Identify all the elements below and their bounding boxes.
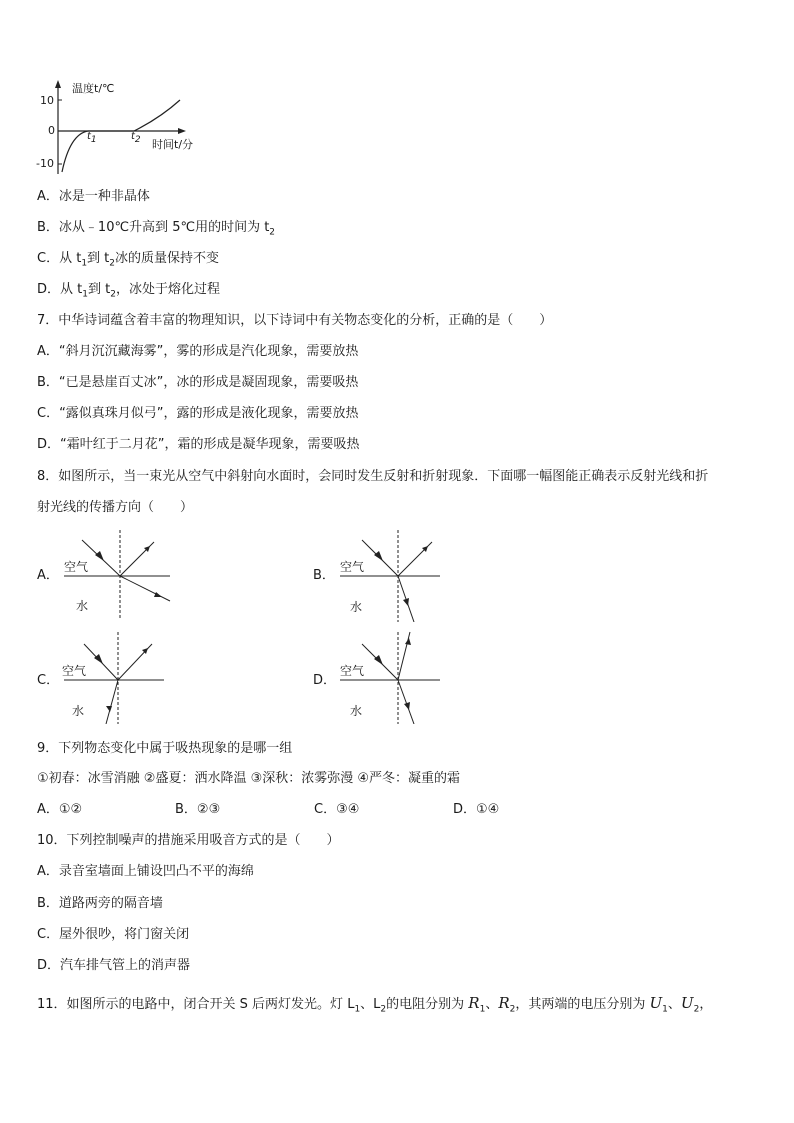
q8-option-d-label: D． [313,673,337,688]
q7-option-a: A．“斜月沉沉藏海雾”，雾的形成是汽化现象，需要放热 [37,344,359,359]
q9-stem: 9．下列物态变化中属于吸热现象的是哪一组 [37,741,293,756]
q6-option-d: D．从 $t_1$到 $t_2$，冰处于熔化过程 [37,282,220,300]
refracted-arrow [154,592,162,597]
q7-option-d: D．“霜叶红于二月花”，霜的形成是凝华现象，需要吸热 [37,437,360,452]
q8-option-c-label: C． [37,673,60,688]
q7-stem: 7．中华诗词蕴含着丰富的物理知识，以下诗词中有关物态变化的分析，正确的是（ ） [37,313,553,328]
q9-option-d: D．①④ [453,802,500,817]
water-label: 水 [72,704,85,718]
q10-option-a: A．录音室墙面上铺设凹凸不平的海绵 [37,864,254,879]
water-label: 水 [76,599,89,613]
q8-diagram-d [338,630,442,724]
q9-option-a: A．①② [37,802,83,817]
q10-option-b: B．道路两旁的隔音墙 [37,896,163,911]
refracted-ray [398,680,414,724]
t1-label: $t_1$ [87,131,97,145]
air-label: 空气 [62,664,87,678]
water-label: 水 [350,704,363,718]
q8-stem-line1: 8．如图所示，当一束光从空气中斜射向水面时，会同时发生反射和折射现象．下面哪一幅图能正确表示反射光线和折 [37,469,709,484]
q6-option-c: C．从 $t_1$到 $t_2$冰的质量保持不变 [37,251,220,269]
q8-diagram-c [62,630,166,724]
q6-option-b: B．冰从﹣10℃升高到 5℃用的时间为 $t_2$ [37,220,276,238]
water-label: 水 [350,600,363,614]
tick-label-10: 10 [40,94,54,107]
incident-arrow [95,551,104,561]
q10-option-d: D．汽车排气管上的消声器 [37,958,191,973]
y-axis-label: 温度t/℃ [72,82,115,95]
q8-diagram-a [62,528,172,620]
q9-option-b: B．②③ [175,802,221,817]
tick-label-minus10: -10 [36,157,54,170]
q8-option-a-label: A． [37,568,59,583]
air-label: 空气 [340,560,365,574]
t2-label: $t_2$ [131,131,141,145]
refracted-arrow [404,702,410,710]
refracted-ray [106,680,118,724]
y-axis-arrow [55,80,61,88]
refracted-arrow [403,598,409,606]
q11-stem: 11．如图所示的电路中，闭合开关 S 后两灯发光。灯 $L_1$、$L_2$的电阻分别为 $R_1$、$R_2$，其两端的电压分别为 $U_1$、$U_2$， [37,994,713,1015]
q7-option-c: C．“露似真珠月似弓”，露的形成是液化现象，需要放热 [37,406,359,421]
x-axis-arrow [178,128,186,134]
graph-svg [30,78,205,178]
q8-diagram-b [338,528,442,622]
incident-arrow [374,551,383,561]
q10-option-c: C．屋外很吵，将门窗关闭 [37,927,190,942]
tick-label-0: 0 [48,124,55,137]
q9-option-c: C．③④ [314,802,360,817]
refracted-ray [120,576,170,601]
q8-option-b-label: B． [313,568,335,583]
q7-option-b: B．“已是悬崖百丈冰”，冰的形成是凝固现象，需要吸热 [37,375,359,390]
air-label: 空气 [64,560,89,574]
q8-stem-line2: 射光线的传播方向（ ） [37,500,194,515]
temperature-time-graph [30,78,205,178]
q10-stem: 10．下列控制噪声的措施采用吸音方式的是（ ） [37,833,340,848]
q9-items: ①初春：冰雪消融 ②盛夏：洒水降温 ③深秋：浓雾弥漫 ④严冬：凝重的霜 [37,771,461,786]
air-label: 空气 [340,664,365,678]
q6-option-a: A．冰是一种非晶体 [37,189,150,204]
incident-arrow [374,655,383,665]
x-axis-label: 时间t/分 [152,138,194,151]
